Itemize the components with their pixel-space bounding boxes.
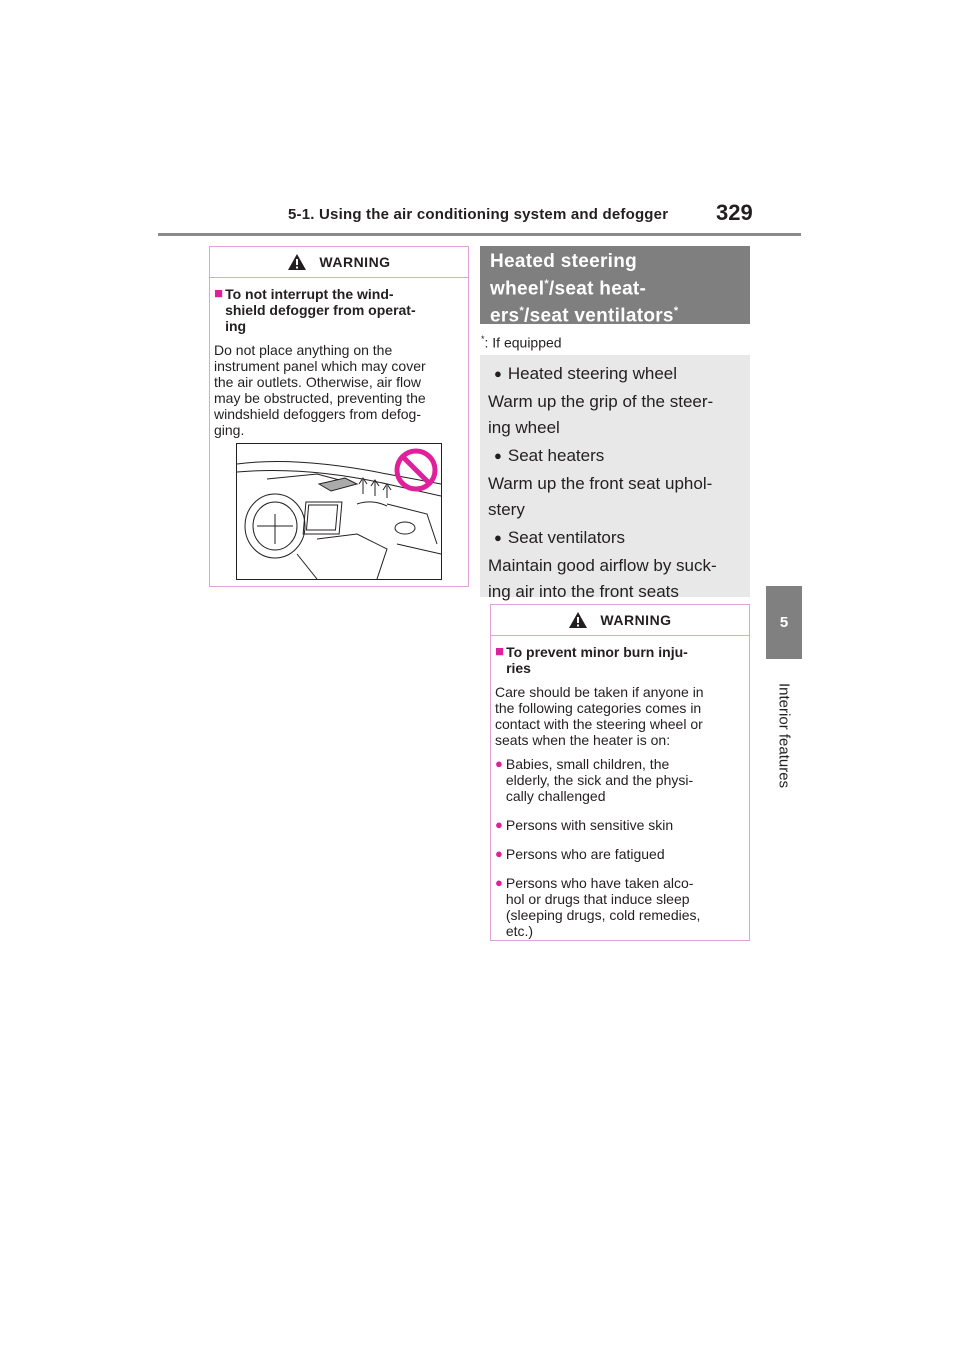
- warning-bullet: ● Babies, small children, the elderly, the sick and the physi- cally challenged: [495, 756, 694, 804]
- subheading-line: To prevent minor burn inju-: [506, 644, 688, 660]
- feature-title: Seat heaters: [507, 446, 605, 465]
- warning-subheading: [214, 286, 462, 334]
- bullet-icon: ●: [494, 530, 502, 545]
- feature-title: Seat ventilators: [507, 528, 626, 547]
- header-rule: [158, 233, 801, 236]
- body-line: ging.: [214, 422, 245, 438]
- body-line: the air outlets. Otherwise, air flow: [214, 374, 421, 390]
- feature-item: [488, 361, 742, 387]
- body-line: may be obstructed, preventing the: [214, 390, 426, 406]
- warning-label: WARNING: [319, 254, 391, 270]
- chapter-tab[interactable]: 5: [766, 586, 802, 659]
- warning-bullet: ● Persons with sensitive skin: [495, 817, 674, 833]
- bullet-icon: ●: [495, 846, 503, 861]
- feature-item: [488, 525, 742, 551]
- warning-bullet: ● Persons who are fatigued: [495, 846, 665, 862]
- warning-bullet: ● Persons who have taken alco- hol or drugs that induce sleep (sleeping drugs, cold remedies, etc.): [495, 875, 701, 939]
- body-line: Do not place anything on the: [214, 342, 393, 358]
- feature-title: Heated steering wheel: [507, 364, 678, 383]
- page-number: 329: [716, 200, 753, 225]
- body-line: instrument panel which may cover: [214, 358, 426, 374]
- warning-triangle-icon: [287, 253, 307, 271]
- section-heading: [480, 246, 750, 327]
- footnote-if-equipped: *: If equipped: [481, 334, 562, 351]
- bullet-icon: ●: [494, 366, 502, 381]
- bullet-icon: ●: [495, 875, 503, 890]
- section-heading-line: Heated steering: [490, 251, 638, 272]
- warning-triangle-icon: [568, 611, 588, 629]
- warning-body: Care should be taken if anyone in the following categories comes in contact with the steering wheel or seats when the heater is on:: [495, 684, 704, 748]
- bullet-icon: ●: [495, 756, 503, 771]
- bullet-icon: ●: [494, 448, 502, 463]
- dashboard-illustration: [236, 443, 442, 580]
- body-line: windshield defoggers from defog-: [214, 406, 422, 422]
- feature-description: Warm up the grip of the steer- ing wheel: [488, 392, 714, 437]
- feature-description: Warm up the front seat uphol- stery: [488, 474, 713, 519]
- subheading-line: To not interrupt the wind-: [225, 286, 394, 302]
- warning-header: [210, 247, 468, 278]
- warning-label: WARNING: [600, 612, 672, 628]
- prohibited-icon: [393, 447, 439, 493]
- chapter-label: Interior features: [775, 683, 793, 789]
- subheading-line: ries: [506, 660, 531, 676]
- bullet-icon: ●: [495, 817, 503, 832]
- warning-header: [491, 605, 749, 636]
- square-bullet-icon: ■: [214, 285, 224, 302]
- warning-box-burn: [490, 604, 750, 941]
- warning-body: [214, 342, 462, 438]
- subheading-line: ing: [225, 318, 247, 334]
- warning-subheading: [495, 644, 743, 676]
- running-header: 5-1. Using the air conditioning system and defogger: [288, 206, 669, 223]
- square-bullet-icon: ■: [495, 643, 505, 660]
- section-heading-line: wheel*/seat heat-: [490, 278, 647, 300]
- feature-description: Maintain good airflow by suck- ing air into the front seats: [488, 556, 717, 601]
- section-heading-line: ers*/seat ventilators*: [490, 305, 679, 327]
- feature-item: [488, 443, 742, 469]
- subheading-line: shield defogger from operat-: [225, 302, 416, 318]
- feature-list: [480, 355, 750, 601]
